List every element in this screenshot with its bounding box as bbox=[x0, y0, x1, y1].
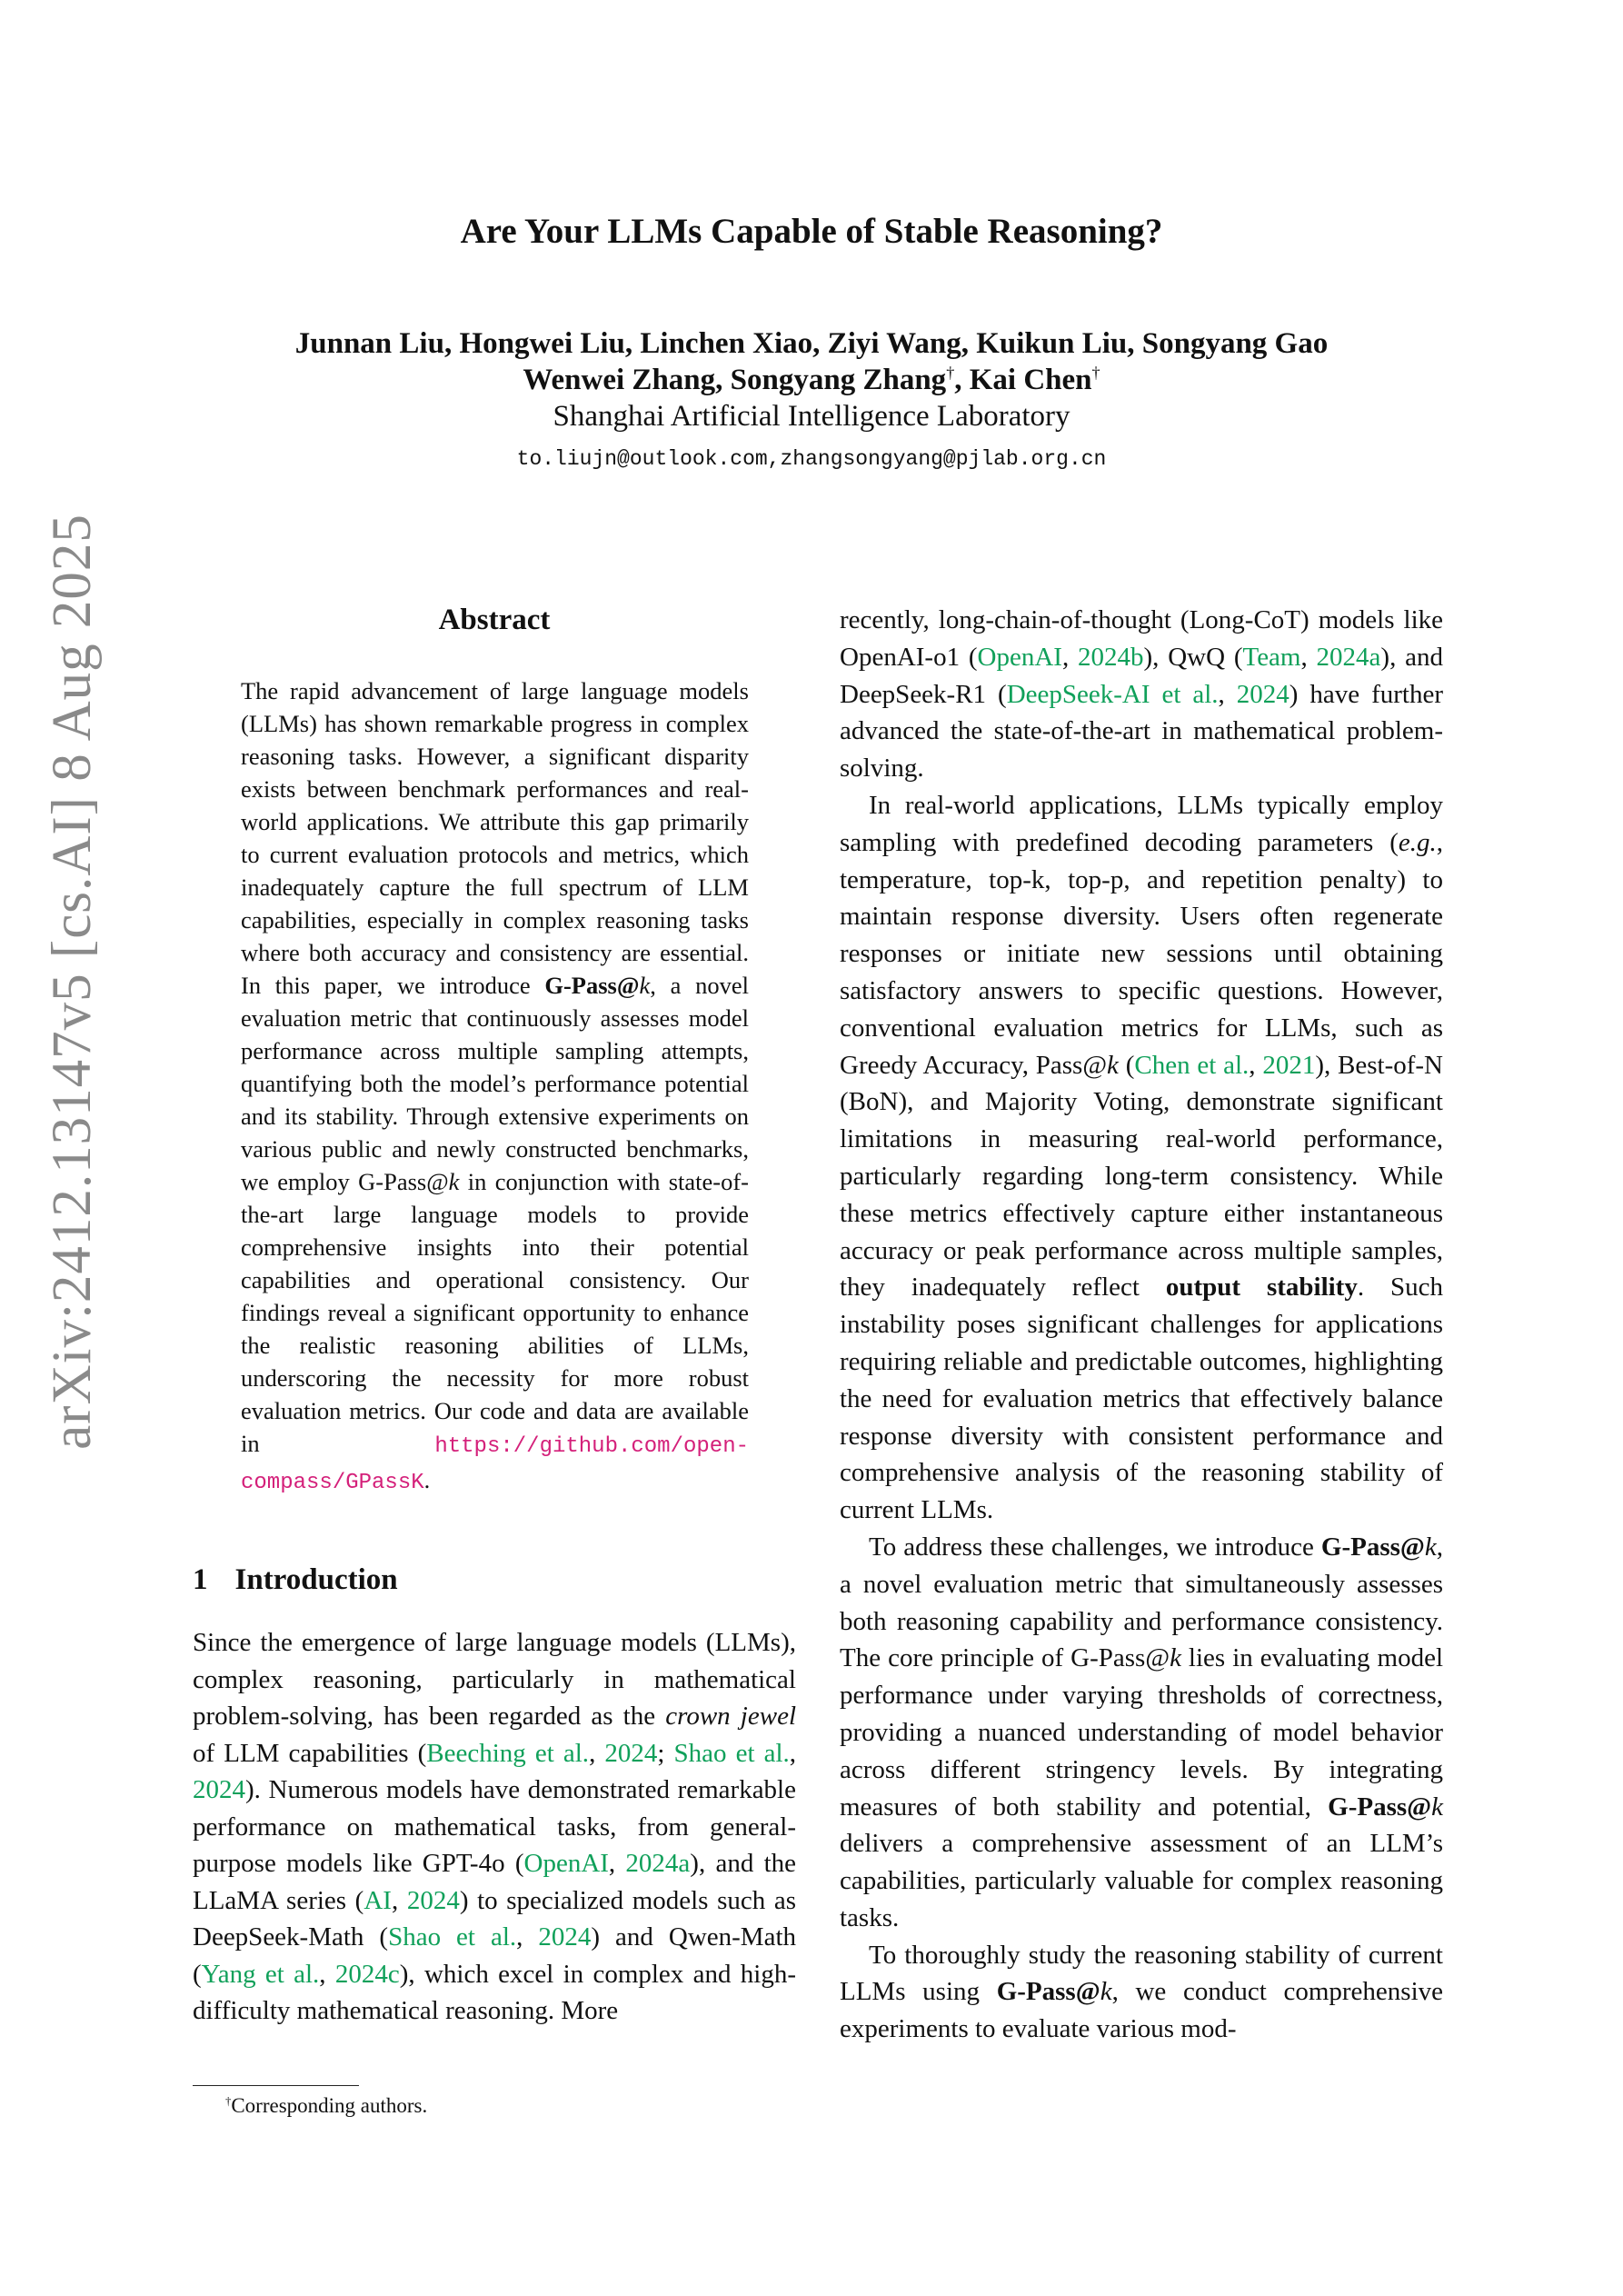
corresponding-mark: † bbox=[946, 364, 955, 382]
author-list-line-1: Junnan Liu, Hongwei Liu, Linchen Xiao, Ziyi Wang, Kuikun Liu, Songyang Gao bbox=[294, 327, 1329, 360]
abstract-heading: Abstract bbox=[438, 604, 551, 636]
footnote: †Corresponding authors. bbox=[225, 2094, 428, 2117]
affiliation: Shanghai Artificial Intelligence Laboratory bbox=[553, 400, 1070, 433]
authors-text-b: , Kai Chen bbox=[954, 364, 1092, 396]
github-link[interactable]: https://github.com/open-compass/GPassK bbox=[241, 1434, 749, 1495]
introduction-paragraph-1: Since the emergence of large language models (LLMs), complex reasoning, particularly in mathematical problem-solving, has been regarded as the crown jewel of LLM capabilities (Beeching et al., 2024; Shao et al., 2024). Numerous models have demonstrated remarkable performance on mathematical tasks, from general-purpose models like GPT-4o (OpenAI, 2024a), and the LLaMA series (AI, 2024) to specialized models such as DeepSeek-Math (Shao et al., 2024) and Qwen-Math (Yang et al., 2024c), which excel in complex and high-difficulty mathematical reasoning. More bbox=[193, 1628, 797, 2025]
authors-text-a: Wenwei Zhang, Songyang Zhang bbox=[523, 364, 947, 396]
abstract-body: The rapid advancement of large language models (LLMs) has shown remarkable progress in complex reasoning tasks. However, a significant disparity exists between benchmark performances and real-world applications. We attribute this gap primarily to current evaluation protocols and metrics, which inadequately capture the full spectrum of LLM capabilities, especially in complex reasoning tasks where both accuracy and consistency are essential. In this paper, we introduce G-Pass@k, a novel evaluation metric that continuously assesses model performance across multiple sampling attempts, quantifying both the model’s performance potential and its stability. Through extensive experiments on various public and newly constructed benchmarks, we employ G-Pass@k in conjunction with state-of-the-art large language models to provide comprehensive insights into their potential capabilities and operational consistency. Our findings reveal a significant opportunity to enhance the realistic reasoning abilities of LLMs, underscoring the necessity for more robust evaluation metrics. Our code and data are available in https://github.com/open-compass/GPassK. bbox=[241, 677, 750, 1495]
author-emails: to.liujn@outlook.com,zhangsongyang@pjlab.org.cn bbox=[516, 447, 1107, 471]
footnote-rule bbox=[193, 2085, 359, 2086]
section-heading-introduction: 1 Introduction bbox=[193, 1563, 398, 1596]
introduction-right-column: recently, long-chain-of-thought (Long-CoT) models like OpenAI-o1 (OpenAI, 2024b), QwQ (Team, 2024a), and DeepSeek-R1 (DeepSeek-AI et al., 2024) have further advanced the state-of-the-art in mathematical problem-solving. In real-world applications, LLMs typically employ sampling with predefined decoding parameters (e.g., temperature, top-k, top-p, and repetition penalty) to maintain response diversity. Users often regenerate responses or initiate new sessions until obtaining satisfactory answers to specific questions. However, conventional evaluation metrics for LLMs, such as Greedy Accuracy, Pass@k (Chen et al., 2021), Best-of-N (BoN), and Majority Voting, demonstrate significant limitations in measuring real-world performance, particularly regarding long-term consistency. While these metrics effectively capture either instantaneous accuracy or peak performance across multiple samples, they inadequately reflect output stability. Such instability poses significant challenges for applications requiring reliable and predictable outcomes, highlighting the need for evaluation metrics that effectively balance response diversity with consistent performance and comprehensive analysis of the reasoning stability of current LLMs. To address these challenges, we introduce G-Pass@k, a novel evaluation metric that simultaneously assesses both reasoning capability and performance consistency. The core principle of G-Pass@k lies in evaluating model performance under varying thresholds of correctness, providing a nuanced understanding of model behavior across different stringency levels. By integrating measures of both stability and potential, G-Pass@k delivers a comprehensive assessment of an LLM’s capabilities, particularly valuable for complex reasoning tasks. To thoroughly study the reasoning stability of current LLMs using G-Pass@k, we conduct comprehensive experiments to evaluate various mod- bbox=[840, 605, 1443, 2044]
author-list-line-2 bbox=[0, 364, 1623, 397]
paper-title: Are Your LLMs Capable of Stable Reasoning? bbox=[460, 212, 1163, 251]
corresponding-mark: † bbox=[1091, 364, 1100, 382]
arxiv-identifier-stamp: arXiv:2412.13147v5 [cs.AI] 8 Aug 2025 bbox=[42, 514, 103, 1450]
